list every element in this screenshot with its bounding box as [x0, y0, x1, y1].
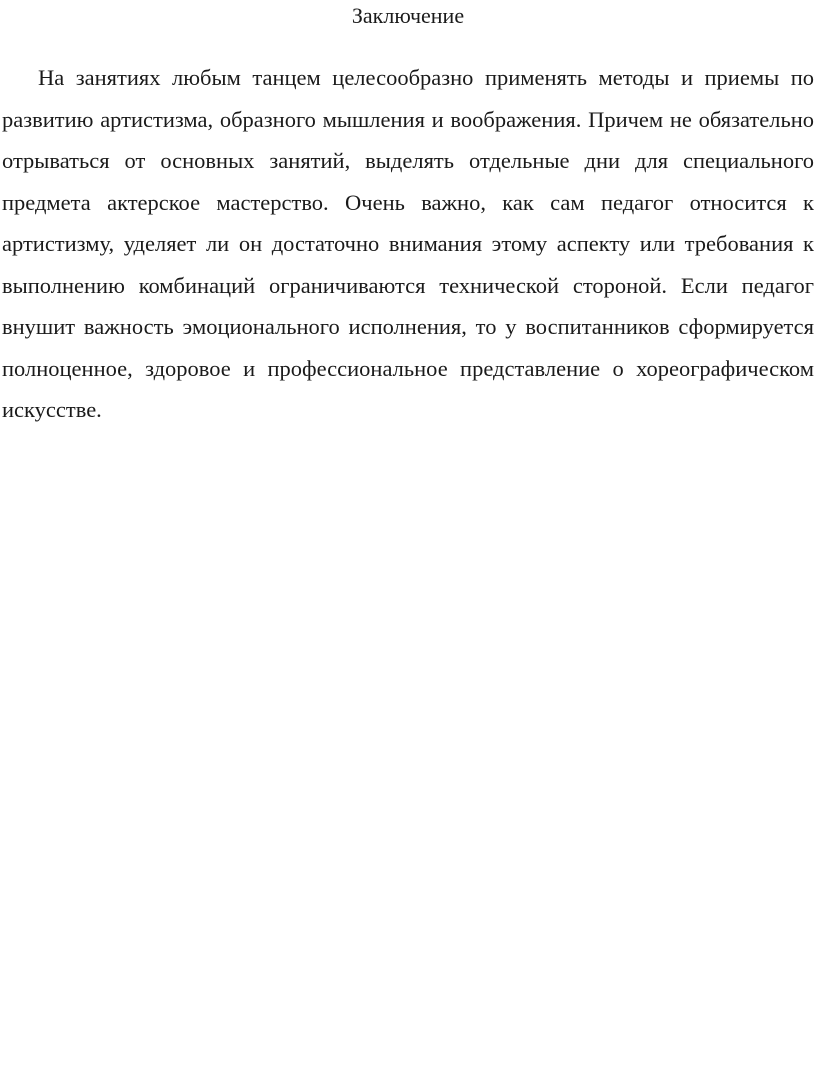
body-paragraph: На занятиях любым танцем целесообразно применять методы и приемы по развитию артистизма, образного мышления и воображения. Причем не обязательно отрываться от основных занятий, выделять отдельные дни для специального предмета актерское мастерство. Очень важно, как сам педагог относится к артистизму, уделяет ли он достаточно внимания этому аспекту или требования к выполнению комбинаций ограничиваются технической стороной. Если педагог внушит важность эмоционального исполнения, то у воспитанников сформируется полноценное, здоровое и профессиональное представление о хореографическом искусстве. — [2, 65, 814, 422]
page-title: Заключение — [351, 3, 465, 28]
